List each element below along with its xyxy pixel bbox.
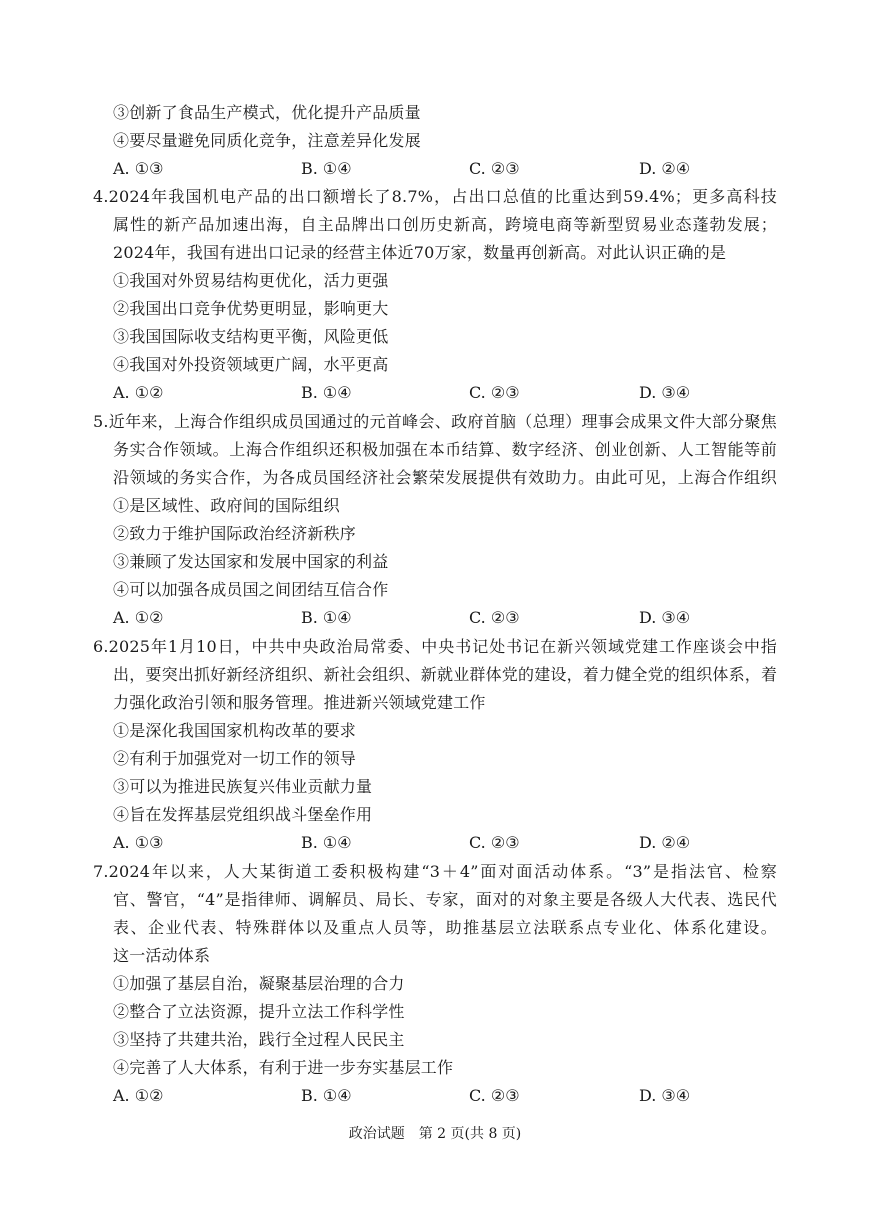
q5-choice-a[interactable]: A. ①② — [113, 608, 164, 627]
page-footer: 政治试题 第 2 页(共 8 页) — [348, 1126, 522, 1142]
q5-choice-b[interactable]: B. ①④ — [301, 608, 352, 627]
q6-choice-b[interactable]: B. ①④ — [301, 833, 352, 852]
q6-choice-a[interactable]: A. ①③ — [113, 833, 164, 852]
q5-statement-1: ①是区域性、政府间的国际组织 — [113, 496, 340, 515]
q7-statement-1: ①加强了基层自治，凝聚基层治理的合力 — [113, 974, 405, 993]
q3-choice-c[interactable]: C. ②③ — [469, 159, 520, 178]
q7-stem-line-3: 表、企业代表、特殊群体以及重点人员等，助推基层立法联系点专业化、体系化建设。 — [113, 918, 777, 937]
q5-statement-2: ②致力于维护国际政治经济新秩序 — [113, 524, 357, 543]
q6-statement-3: ③可以为推进民族复兴伟业贡献力量 — [113, 777, 373, 796]
q7-stem-line-4: 这一活动体系 — [113, 946, 211, 965]
q6-statement-2: ②有利于加强党对一切工作的领导 — [113, 749, 357, 768]
q3-choice-d[interactable]: D. ②④ — [639, 159, 691, 178]
q4-statement-3: ③我国国际收支结构更平衡，风险更低 — [113, 327, 389, 346]
q6-choice-d[interactable]: D. ②④ — [639, 833, 691, 852]
q3-statement-4: ④要尽量避免同质化竞争，注意差异化发展 — [113, 131, 421, 150]
q5-stem-line-1: 5.近年来，上海合作组织成员国通过的元首峰会、政府首脑（总理）理事会成果文件大部分聚焦 — [93, 412, 777, 431]
q5-choices — [113, 608, 793, 628]
q4-stem-line-2: 属性的新产品加速出海，自主品牌出口创历史新高，跨境电商等新型贸易业态蓬勃发展； — [113, 215, 777, 234]
q7-choices — [113, 1086, 793, 1106]
q5-statement-4: ④可以加强各成员国之间团结互信合作 — [113, 580, 389, 599]
q4-statement-2: ②我国出口竞争优势更明显，影响更大 — [113, 299, 389, 318]
q4-choices — [113, 383, 793, 403]
q6-stem-line-2: 出，要突出抓好新经济组织、新社会组织、新就业群体党的建设，着力健全党的组织体系，着 — [113, 665, 778, 684]
q3-statement-3: ③创新了食品生产模式，优化提升产品质量 — [113, 103, 421, 122]
q7-statement-4: ④完善了人大体系，有利于进一步夯实基层工作 — [113, 1058, 454, 1077]
q7-choice-c[interactable]: C. ②③ — [469, 1086, 520, 1105]
q4-statement-4: ④我国对外投资领域更广阔，水平更高 — [113, 355, 389, 374]
q7-choice-d[interactable]: D. ③④ — [639, 1086, 691, 1105]
q4-choice-b[interactable]: B. ①④ — [301, 383, 352, 402]
q3-choices — [113, 159, 793, 179]
q6-stem-line-1: 6.2025年1月10日，中共中央政治局常委、中央书记处书记在新兴领域党建工作座谈会中指 — [93, 637, 777, 656]
q7-stem-line-2: 官、警官，“4”是指律师、调解员、局长、专家，面对的对象主要是各级人大代表、选民代 — [113, 890, 777, 909]
q6-choice-c[interactable]: C. ②③ — [469, 833, 520, 852]
q4-choice-a[interactable]: A. ①② — [113, 383, 164, 402]
q5-stem-line-2: 务实合作领域。上海合作组织还积极加强在本币结算、数字经济、创业创新、人工智能等前 — [113, 440, 777, 459]
q4-statement-1: ①我国对外贸易结构更优化，活力更强 — [113, 271, 389, 290]
q5-choice-d[interactable]: D. ③④ — [639, 608, 691, 627]
q6-statement-4: ④旨在发挥基层党组织战斗堡垒作用 — [113, 805, 373, 824]
q4-choice-d[interactable]: D. ③④ — [639, 383, 691, 402]
q6-stem-line-3: 力强化政治引领和服务管理。推进新兴领域党建工作 — [113, 693, 486, 712]
q3-choice-b[interactable]: B. ①④ — [301, 159, 352, 178]
q4-choice-c[interactable]: C. ②③ — [469, 383, 520, 402]
q7-stem-line-1: 7.2024年以来，人大某街道工委积极构建“3＋4”面对面活动体系。“3”是指法官、检察 — [93, 862, 777, 881]
q7-statement-2: ②整合了立法资源，提升立法工作科学性 — [113, 1002, 405, 1021]
q6-statement-1: ①是深化我国国家机构改革的要求 — [113, 721, 357, 740]
q7-statement-3: ③坚持了共建共治，践行全过程人民民主 — [113, 1030, 405, 1049]
q5-stem-line-3: 沿领域的务实合作，为各成员国经济社会繁荣发展提供有效助力。由此可见，上海合作组织 — [113, 468, 777, 487]
q4-stem-line-3: 2024年，我国有进出口记录的经营主体近70万家，数量再创新高。对此认识正确的是 — [113, 243, 727, 262]
q4-stem-line-1: 4.2024年我国机电产品的出口额增长了8.7%，占出口总值的比重达到59.4%；更多高科技 — [93, 187, 777, 206]
q3-choice-a[interactable]: A. ①③ — [113, 159, 164, 178]
q6-choices — [113, 833, 793, 853]
q5-statement-3: ③兼顾了发达国家和发展中国家的利益 — [113, 552, 389, 571]
q5-choice-c[interactable]: C. ②③ — [469, 608, 520, 627]
q7-choice-a[interactable]: A. ①② — [113, 1086, 164, 1105]
q7-choice-b[interactable]: B. ①④ — [301, 1086, 352, 1105]
